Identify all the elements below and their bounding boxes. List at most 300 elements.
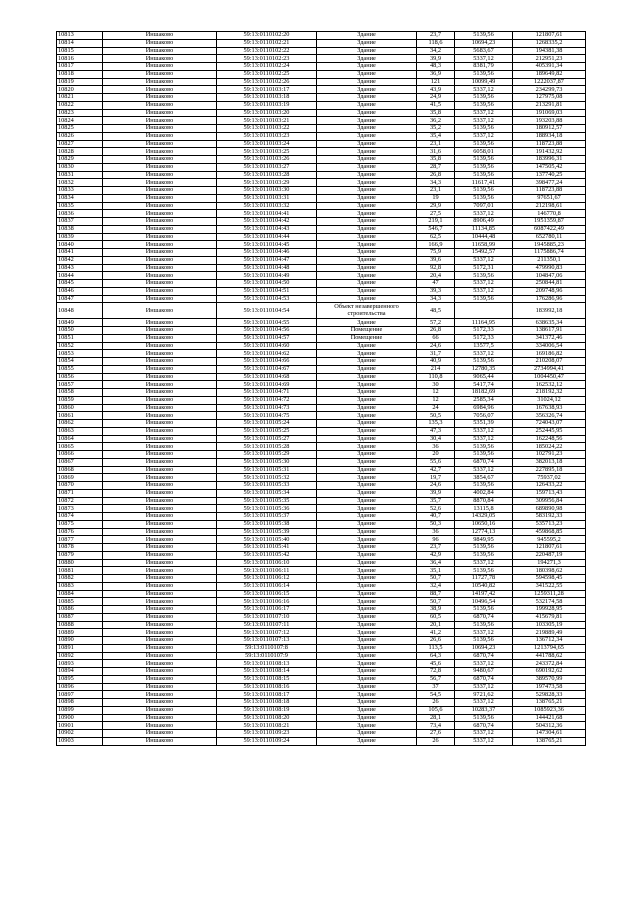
settlement-cell: Иншаково — [103, 55, 217, 63]
settlement-cell: Иншаково — [103, 194, 217, 202]
object-type-cell: Здание — [317, 287, 417, 295]
object-type-cell: Здание — [317, 637, 417, 645]
settlement-cell: Иншаково — [103, 125, 217, 133]
settlement-cell: Иншаково — [103, 303, 217, 319]
cadastral-number-cell: 59:13:0110107:12 — [217, 629, 317, 637]
unit-value-cell: 5139,56 — [455, 156, 513, 164]
object-type-cell: Здание — [317, 706, 417, 714]
settlement-cell: Иншаково — [103, 706, 217, 714]
row-number-cell: 10889 — [57, 629, 103, 637]
cadastral-value-cell: 144421,68 — [513, 714, 586, 722]
row-number-cell: 10848 — [57, 303, 103, 319]
cadastral-value-cell: 690192,62 — [513, 668, 586, 676]
table-row — [57, 55, 586, 63]
cadastral-number-cell: 59:13:0110103:18 — [217, 94, 317, 102]
table-row — [57, 474, 586, 482]
object-type-cell: Здание — [317, 668, 417, 676]
table-row — [57, 132, 586, 140]
area-cell: 75,9 — [417, 249, 455, 257]
object-type-cell: Здание — [317, 179, 417, 187]
settlement-cell: Иншаково — [103, 683, 217, 691]
table-row — [57, 63, 586, 71]
cadastral-number-cell: 59:13:0110102:24 — [217, 63, 317, 71]
object-type-cell: Здание — [317, 249, 417, 257]
object-type-cell: Здание — [317, 365, 417, 373]
cadastral-number-cell: 59:13:0110109:23 — [217, 730, 317, 738]
unit-value-cell: 10540,82 — [455, 582, 513, 590]
settlement-cell: Иншаково — [103, 451, 217, 459]
settlement-cell: Иншаково — [103, 606, 217, 614]
area-cell: 36,4 — [417, 559, 455, 567]
row-number-cell: 10860 — [57, 404, 103, 412]
cadastral-number-cell: 59:13:0110105:33 — [217, 482, 317, 490]
settlement-cell: Иншаково — [103, 567, 217, 575]
object-type-cell: Здание — [317, 32, 417, 40]
cadastral-number-cell: 59:13:0110108:21 — [217, 722, 317, 730]
object-type-cell: Здание — [317, 551, 417, 559]
cadastral-value-cell: 147505,42 — [513, 163, 586, 171]
cadastral-number-cell: 59:13:0110103:29 — [217, 179, 317, 187]
unit-value-cell: 5337,12 — [455, 109, 513, 117]
cadastral-value-cell: 479990,83 — [513, 264, 586, 272]
table-row — [57, 706, 586, 714]
cadastral-number-cell: 59:13:0110105:27 — [217, 435, 317, 443]
unit-value-cell: 5139,56 — [455, 101, 513, 109]
cadastral-number-cell: 59:13:0110104:73 — [217, 404, 317, 412]
row-number-cell: 10896 — [57, 683, 103, 691]
table-row — [57, 187, 586, 195]
table-row — [57, 327, 586, 335]
cadastral-number-cell: 59:13:0110104:71 — [217, 389, 317, 397]
table-row — [57, 420, 586, 428]
area-cell: 20 — [417, 451, 455, 459]
table-row — [57, 210, 586, 218]
cadastral-value-cell: 532174,58 — [513, 598, 586, 606]
area-cell: 31,7 — [417, 350, 455, 358]
area-cell: 56,7 — [417, 675, 455, 683]
table-row — [57, 39, 586, 47]
settlement-cell: Иншаково — [103, 730, 217, 738]
row-number-cell: 10873 — [57, 505, 103, 513]
cadastral-value-cell: 169186,82 — [513, 350, 586, 358]
settlement-cell: Иншаково — [103, 358, 217, 366]
object-type-cell: Здание — [317, 381, 417, 389]
area-cell: 30 — [417, 381, 455, 389]
table-row — [57, 350, 586, 358]
row-number-cell: 10853 — [57, 350, 103, 358]
cadastral-value-cell: 183996,31 — [513, 156, 586, 164]
cadastral-value-cell: 194271,3 — [513, 559, 586, 567]
settlement-cell: Иншаково — [103, 412, 217, 420]
settlement-cell: Иншаково — [103, 575, 217, 583]
unit-value-cell: 8906,49 — [455, 218, 513, 226]
row-number-cell: 10897 — [57, 691, 103, 699]
row-number-cell: 10868 — [57, 466, 103, 474]
unit-value-cell: 5337,12 — [455, 427, 513, 435]
area-cell: 110,8 — [417, 373, 455, 381]
cadastral-value-cell: 405391,34 — [513, 63, 586, 71]
cadastral-number-cell: 59:13:0110102:26 — [217, 78, 317, 86]
row-number-cell: 10822 — [57, 101, 103, 109]
row-number-cell: 10884 — [57, 590, 103, 598]
settlement-cell: Иншаково — [103, 505, 217, 513]
object-type-cell: Здание — [317, 489, 417, 497]
settlement-cell: Иншаково — [103, 264, 217, 272]
cadastral-number-cell: 59:13:0110106:10 — [217, 559, 317, 567]
object-type-cell: Здание — [317, 140, 417, 148]
row-number-cell: 10871 — [57, 489, 103, 497]
settlement-cell: Иншаково — [103, 389, 217, 397]
cadastral-value-cell: 382013,18 — [513, 458, 586, 466]
table-row — [57, 489, 586, 497]
unit-value-cell: 10496,54 — [455, 598, 513, 606]
settlement-cell: Иншаково — [103, 78, 217, 86]
unit-value-cell: 8870,84 — [455, 497, 513, 505]
object-type-cell: Здание — [317, 590, 417, 598]
cadastral-value-cell: 341372,46 — [513, 334, 586, 342]
table-row — [57, 629, 586, 637]
row-number-cell: 10825 — [57, 125, 103, 133]
cadastral-value-cell: 210208,07 — [513, 358, 586, 366]
area-cell: 219,1 — [417, 218, 455, 226]
row-number-cell: 10826 — [57, 132, 103, 140]
area-cell: 113,5 — [417, 644, 455, 652]
cadastral-value-cell: 136712,34 — [513, 637, 586, 645]
cadastral-number-cell: 59:13:0110103:19 — [217, 101, 317, 109]
cadastral-number-cell: 59:13:0110104:56 — [217, 327, 317, 335]
table-row — [57, 691, 586, 699]
settlement-cell: Иншаково — [103, 319, 217, 327]
area-cell: 73,4 — [417, 722, 455, 730]
table-row — [57, 109, 586, 117]
unit-value-cell: 13115,8 — [455, 505, 513, 513]
cadastral-number-cell: 59:13:0110105:34 — [217, 489, 317, 497]
object-type-cell: Здание — [317, 520, 417, 528]
table-row — [57, 202, 586, 210]
cadastral-number-cell: 59:13:0110102:23 — [217, 55, 317, 63]
cadastral-value-cell: 1175886,74 — [513, 249, 586, 257]
cadastral-number-cell: 59:13:0110106:12 — [217, 575, 317, 583]
settlement-cell: Иншаково — [103, 233, 217, 241]
cadastral-value-cell: 243372,84 — [513, 660, 586, 668]
cadastral-number-cell: 59:13:0110103:21 — [217, 117, 317, 125]
area-cell: 19 — [417, 194, 455, 202]
cadastral-number-cell: 59:13:0110103:26 — [217, 156, 317, 164]
object-type-cell: Здание — [317, 241, 417, 249]
settlement-cell: Иншаково — [103, 350, 217, 358]
settlement-cell: Иншаково — [103, 32, 217, 40]
area-cell: 23,7 — [417, 544, 455, 552]
area-cell: 40,7 — [417, 513, 455, 521]
unit-value-cell: 5337,12 — [455, 435, 513, 443]
cadastral-number-cell: 59:13:0110103:32 — [217, 202, 317, 210]
cadastral-number-cell: 59:13:0110104:51 — [217, 287, 317, 295]
row-number-cell: 10866 — [57, 451, 103, 459]
table-row — [57, 86, 586, 94]
area-cell: 28,1 — [417, 714, 455, 722]
area-cell: 34,3 — [417, 179, 455, 187]
area-cell: 12 — [417, 389, 455, 397]
cadastral-value-cell: 147304,61 — [513, 730, 586, 738]
table-row — [57, 140, 586, 148]
cadastral-value-cell: 341522,55 — [513, 582, 586, 590]
unit-value-cell: 5139,56 — [455, 621, 513, 629]
area-cell: 105,6 — [417, 706, 455, 714]
row-number-cell: 10834 — [57, 194, 103, 202]
table-row — [57, 590, 586, 598]
row-number-cell: 10880 — [57, 559, 103, 567]
unit-value-cell: 11164,95 — [455, 319, 513, 327]
unit-value-cell: 5139,56 — [455, 358, 513, 366]
table-row — [57, 365, 586, 373]
area-cell: 55,6 — [417, 458, 455, 466]
area-cell: 41,2 — [417, 629, 455, 637]
table-row — [57, 412, 586, 420]
cadastral-value-cell: 389570,99 — [513, 675, 586, 683]
cadastral-value-cell: 162532,12 — [513, 381, 586, 389]
area-cell: 121 — [417, 78, 455, 86]
cadastral-value-cell: 75937,02 — [513, 474, 586, 482]
cadastral-value-cell: 185024,22 — [513, 443, 586, 451]
row-number-cell: 10816 — [57, 55, 103, 63]
unit-value-cell: 11727,78 — [455, 575, 513, 583]
cadastral-value-cell: 211350,1 — [513, 256, 586, 264]
cadastral-value-cell: 309956,84 — [513, 497, 586, 505]
object-type-cell: Здание — [317, 451, 417, 459]
cadastral-value-cell: 227895,18 — [513, 466, 586, 474]
row-number-cell: 10837 — [57, 218, 103, 226]
unit-value-cell: 9480,67 — [455, 668, 513, 676]
object-type-cell: Здание — [317, 78, 417, 86]
table-row — [57, 528, 586, 536]
row-number-cell: 10833 — [57, 187, 103, 195]
row-number-cell: 10824 — [57, 117, 103, 125]
object-type-cell: Здание — [317, 652, 417, 660]
cadastral-value-cell: 6087422,49 — [513, 225, 586, 233]
area-cell: 26,8 — [417, 171, 455, 179]
unit-value-cell: 5139,56 — [455, 451, 513, 459]
area-cell: 50,7 — [417, 598, 455, 606]
cadastral-value-cell: 138765,21 — [513, 699, 586, 707]
settlement-cell: Иншаково — [103, 132, 217, 140]
table-row — [57, 264, 586, 272]
object-type-cell: Здание — [317, 225, 417, 233]
area-cell: 35,2 — [417, 125, 455, 133]
object-type-cell: Здание — [317, 730, 417, 738]
row-number-cell: 10836 — [57, 210, 103, 218]
area-cell: 72,8 — [417, 668, 455, 676]
unit-value-cell: 5139,56 — [455, 551, 513, 559]
area-cell: 43,9 — [417, 86, 455, 94]
unit-value-cell: 5337,12 — [455, 117, 513, 125]
unit-value-cell: 5351,39 — [455, 420, 513, 428]
object-type-cell: Здание — [317, 536, 417, 544]
area-cell: 214 — [417, 365, 455, 373]
cadastral-number-cell: 59:13:0110103:27 — [217, 163, 317, 171]
cadastral-number-cell: 59:13:0110103:22 — [217, 125, 317, 133]
cadastral-value-cell: 356326,74 — [513, 412, 586, 420]
unit-value-cell: 5139,56 — [455, 272, 513, 280]
settlement-cell: Иншаково — [103, 513, 217, 521]
table-row — [57, 435, 586, 443]
cadastral-number-cell: 59:13:0110106:16 — [217, 598, 317, 606]
settlement-cell: Иншаково — [103, 598, 217, 606]
cadastral-number-cell: 59:13:0110108:15 — [217, 675, 317, 683]
table-row — [57, 613, 586, 621]
table-row — [57, 47, 586, 55]
table-row — [57, 675, 586, 683]
row-number-cell: 10886 — [57, 606, 103, 614]
unit-value-cell: 6870,74 — [455, 458, 513, 466]
table-row — [57, 660, 586, 668]
unit-value-cell: 5139,56 — [455, 32, 513, 40]
area-cell: 118,6 — [417, 39, 455, 47]
cadastral-number-cell: 59:13:0110104:60 — [217, 342, 317, 350]
table-row — [57, 179, 586, 187]
row-number-cell: 10839 — [57, 233, 103, 241]
object-type-cell: Объект незавершенного строительства — [317, 303, 417, 319]
table-row — [57, 194, 586, 202]
area-cell: 29,9 — [417, 202, 455, 210]
settlement-cell: Иншаково — [103, 404, 217, 412]
area-cell: 42,7 — [417, 466, 455, 474]
row-number-cell: 10898 — [57, 699, 103, 707]
cadastral-number-cell: 59:13:0110104:57 — [217, 334, 317, 342]
area-cell: 39,9 — [417, 55, 455, 63]
object-type-cell: Здание — [317, 644, 417, 652]
object-type-cell: Здание — [317, 474, 417, 482]
cadastral-number-cell: 59:13:0110108:20 — [217, 714, 317, 722]
cadastral-value-cell: 1259311,28 — [513, 590, 586, 598]
table-row — [57, 443, 586, 451]
settlement-cell: Иншаково — [103, 544, 217, 552]
area-cell: 26 — [417, 699, 455, 707]
row-number-cell: 10830 — [57, 163, 103, 171]
object-type-cell: Здание — [317, 156, 417, 164]
settlement-cell: Иншаково — [103, 629, 217, 637]
area-cell: 96 — [417, 536, 455, 544]
object-type-cell: Помещение — [317, 334, 417, 342]
settlement-cell: Иншаково — [103, 171, 217, 179]
table-row — [57, 303, 586, 319]
row-number-cell: 10862 — [57, 420, 103, 428]
unit-value-cell: 5172,33 — [455, 327, 513, 335]
settlement-cell: Иншаково — [103, 202, 217, 210]
area-cell: 24,9 — [417, 94, 455, 102]
settlement-cell: Иншаково — [103, 435, 217, 443]
object-type-cell: Здание — [317, 575, 417, 583]
object-type-cell: Здание — [317, 389, 417, 397]
object-type-cell: Здание — [317, 699, 417, 707]
settlement-cell: Иншаково — [103, 70, 217, 78]
cadastral-value-cell: 121807,61 — [513, 544, 586, 552]
object-type-cell: Здание — [317, 218, 417, 226]
area-cell: 26 — [417, 737, 455, 745]
settlement-cell: Иншаково — [103, 613, 217, 621]
unit-value-cell: 14329,05 — [455, 513, 513, 521]
area-cell: 47,3 — [417, 427, 455, 435]
unit-value-cell: 10694,23 — [455, 644, 513, 652]
cadastral-number-cell: 59:13:0110104:55 — [217, 319, 317, 327]
area-cell: 48,3 — [417, 63, 455, 71]
area-cell: 35,8 — [417, 156, 455, 164]
object-type-cell: Здание — [317, 427, 417, 435]
area-cell: 35,7 — [417, 497, 455, 505]
cadastral-value-cell: 1222037,87 — [513, 78, 586, 86]
cadastral-number-cell: 59:13:0110104:67 — [217, 365, 317, 373]
cadastral-number-cell: 59:13:0110104:68 — [217, 373, 317, 381]
object-type-cell: Здание — [317, 606, 417, 614]
cadastral-number-cell: 59:13:0110104:50 — [217, 280, 317, 288]
area-cell: 39,6 — [417, 256, 455, 264]
cadastral-number-cell: 59:13:0110104:47 — [217, 256, 317, 264]
settlement-cell: Иншаково — [103, 536, 217, 544]
unit-value-cell: 5337,12 — [455, 350, 513, 358]
cadastral-value-cell: 2734994,41 — [513, 365, 586, 373]
object-type-cell: Здание — [317, 39, 417, 47]
area-cell: 50,5 — [417, 412, 455, 420]
cadastral-number-cell: 59:13:0110108:18 — [217, 699, 317, 707]
table-row — [57, 458, 586, 466]
row-number-cell: 10818 — [57, 70, 103, 78]
area-cell: 47 — [417, 280, 455, 288]
object-type-cell: Здание — [317, 163, 417, 171]
area-cell: 36 — [417, 528, 455, 536]
cadastral-number-cell: 59:13:0110108:13 — [217, 660, 317, 668]
object-type-cell: Здание — [317, 544, 417, 552]
table-row — [57, 536, 586, 544]
row-number-cell: 10855 — [57, 365, 103, 373]
cadastral-number-cell: 59:13:0110105:25 — [217, 427, 317, 435]
unit-value-cell: 5139,56 — [455, 140, 513, 148]
object-type-cell: Здание — [317, 513, 417, 521]
cadastral-value-cell: 252445,95 — [513, 427, 586, 435]
row-number-cell: 10890 — [57, 637, 103, 645]
table-row — [57, 233, 586, 241]
row-number-cell: 10828 — [57, 148, 103, 156]
unit-value-cell: 10099,49 — [455, 78, 513, 86]
cadastral-value-cell: 219889,49 — [513, 629, 586, 637]
table-row — [57, 699, 586, 707]
cadastral-value-cell: 398477,24 — [513, 179, 586, 187]
cadastral-value-cell: 209748,96 — [513, 287, 586, 295]
settlement-cell: Иншаково — [103, 466, 217, 474]
object-type-cell: Здание — [317, 117, 417, 125]
row-number-cell: 10883 — [57, 582, 103, 590]
settlement-cell: Иншаково — [103, 652, 217, 660]
unit-value-cell: 5337,12 — [455, 699, 513, 707]
settlement-cell: Иншаково — [103, 225, 217, 233]
object-type-cell: Здание — [317, 94, 417, 102]
table-row — [57, 722, 586, 730]
row-number-cell: 10858 — [57, 389, 103, 397]
area-cell: 36,2 — [417, 117, 455, 125]
area-cell: 60,5 — [417, 613, 455, 621]
cadastral-value-cell: 1951359,87 — [513, 218, 586, 226]
cadastral-value-cell: 138765,21 — [513, 737, 586, 745]
cadastral-value-cell: 102791,23 — [513, 451, 586, 459]
area-cell: 31,6 — [417, 148, 455, 156]
registry-table-body — [57, 32, 586, 746]
cadastral-number-cell: 59:13:0110102:20 — [217, 32, 317, 40]
cadastral-number-cell: 59:13:0110103:23 — [217, 132, 317, 140]
table-row — [57, 598, 586, 606]
cadastral-value-cell: 188934,18 — [513, 132, 586, 140]
cadastral-value-cell: 191432,92 — [513, 148, 586, 156]
cadastral-value-cell: 194381,38 — [513, 47, 586, 55]
table-row — [57, 730, 586, 738]
settlement-cell: Иншаково — [103, 675, 217, 683]
